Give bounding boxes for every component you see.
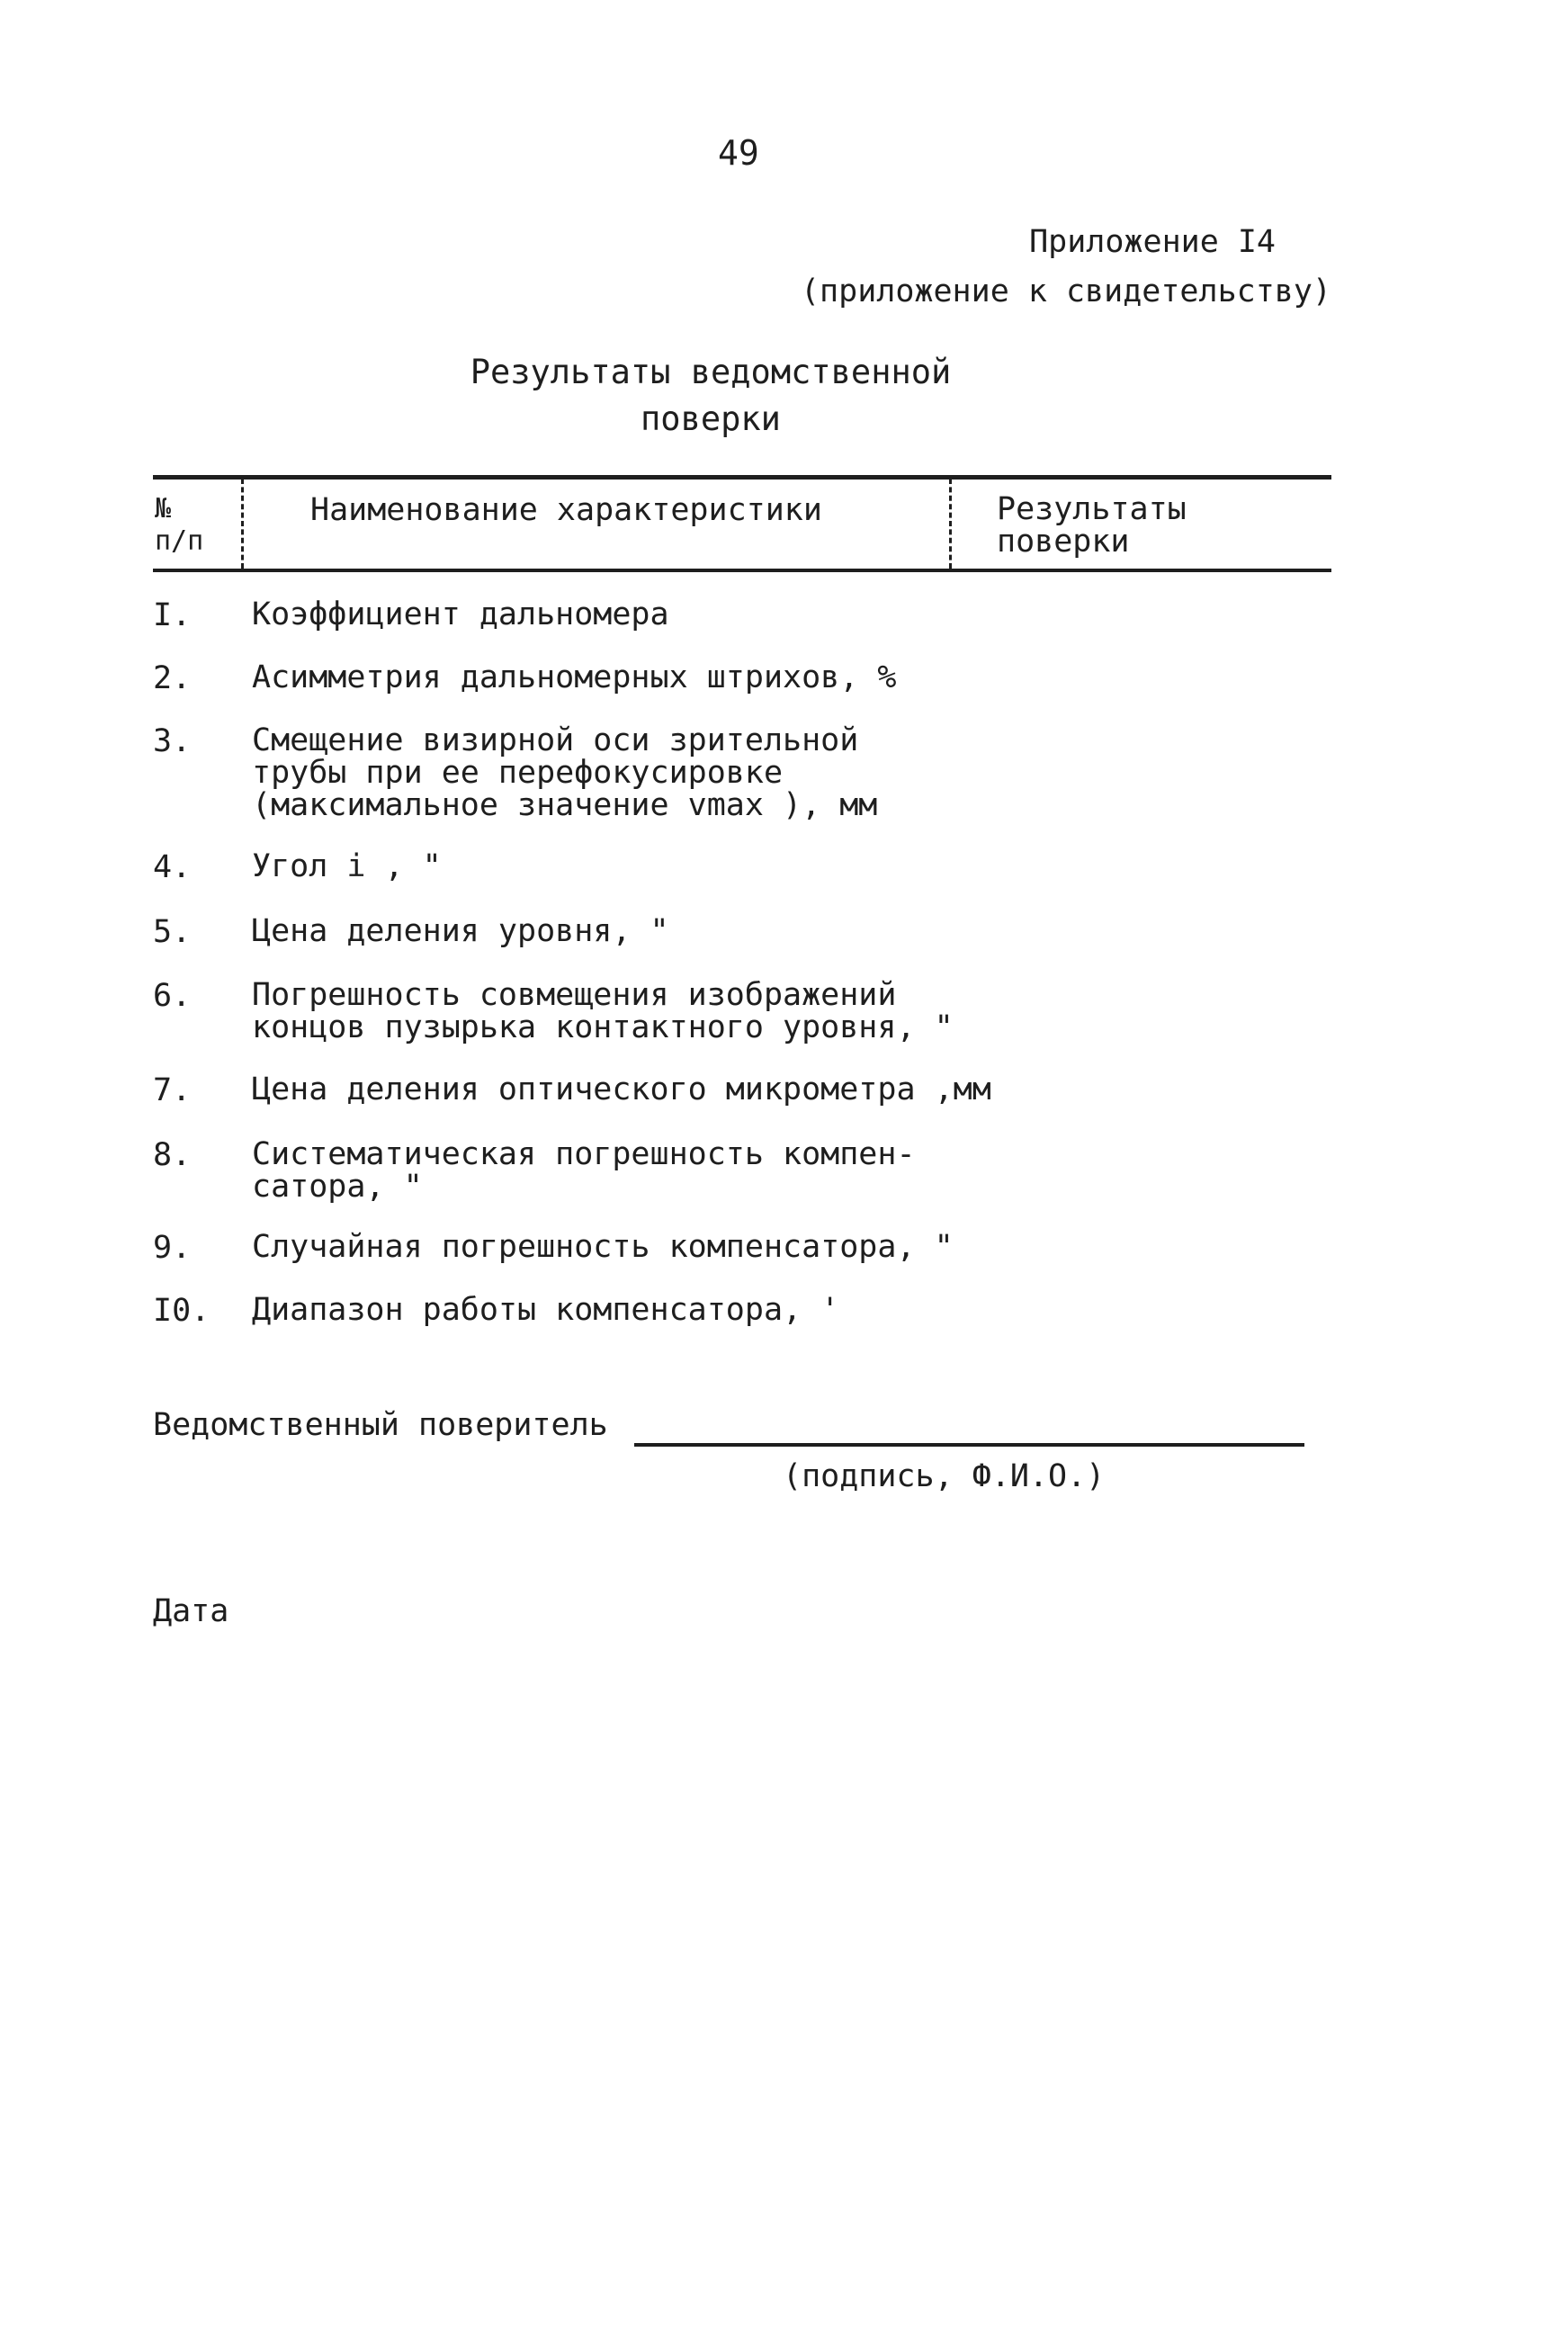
table-header-rule — [153, 569, 1331, 572]
row-number: 9. — [153, 1230, 192, 1266]
document-title — [0, 349, 1421, 443]
row-characteristic: Угол i , " — [252, 848, 442, 884]
row-number: 2. — [153, 660, 192, 696]
page-number: 49 — [718, 133, 759, 173]
column-separator — [949, 479, 952, 569]
column-header-name: Наименование характеристики — [310, 492, 822, 528]
signer-label: Ведомственный поверитель — [153, 1407, 608, 1443]
row-characteristic: Диапазон работы компенсатора, ' — [252, 1292, 840, 1328]
row-number: I0. — [153, 1293, 211, 1329]
date-label: Дата — [153, 1593, 229, 1629]
row-number: 7. — [153, 1072, 192, 1108]
row-characteristic: Цена деления оптического микрометра ,мм — [252, 1071, 991, 1107]
row-characteristic: Погрешность совмещения изображений концов пузырька контактного уровня, " — [252, 977, 954, 1045]
row-number: I. — [153, 597, 192, 633]
signature-caption: (подпись, Ф.И.О.) — [783, 1458, 1106, 1494]
appendix-title: Приложение I4 — [1029, 224, 1276, 260]
document-title-line-2: поверки — [641, 399, 781, 438]
row-characteristic: Цена деления уровня, " — [252, 913, 669, 949]
row-characteristic: Случайная погрешность компенсатора, " — [252, 1229, 954, 1265]
row-number: 8. — [153, 1137, 192, 1173]
document-title-line-1: Результаты ведомственной — [470, 353, 952, 391]
column-header-result: Результаты поверки — [997, 491, 1187, 560]
appendix-subtitle: (приложение к свидетельству) — [800, 273, 1331, 309]
row-characteristic: Систематическая погрешность компен- сатора, " — [252, 1136, 916, 1205]
row-characteristic: Асимметрия дальномерных штрихов, % — [252, 659, 897, 695]
row-characteristic: Коэффициент дальномера — [252, 596, 669, 632]
row-number: 5. — [153, 914, 192, 950]
column-separator — [241, 479, 244, 569]
row-number: 6. — [153, 978, 192, 1014]
row-number: 3. — [153, 723, 192, 759]
signature-line — [634, 1443, 1304, 1447]
row-number: 4. — [153, 849, 192, 885]
column-header-number: № п/п — [155, 493, 204, 557]
table-top-rule — [153, 475, 1331, 480]
row-characteristic: Смещение визирной оси зрительной трубы при ее перефокусировке (максимальное значение vmax ), мм — [252, 722, 878, 823]
